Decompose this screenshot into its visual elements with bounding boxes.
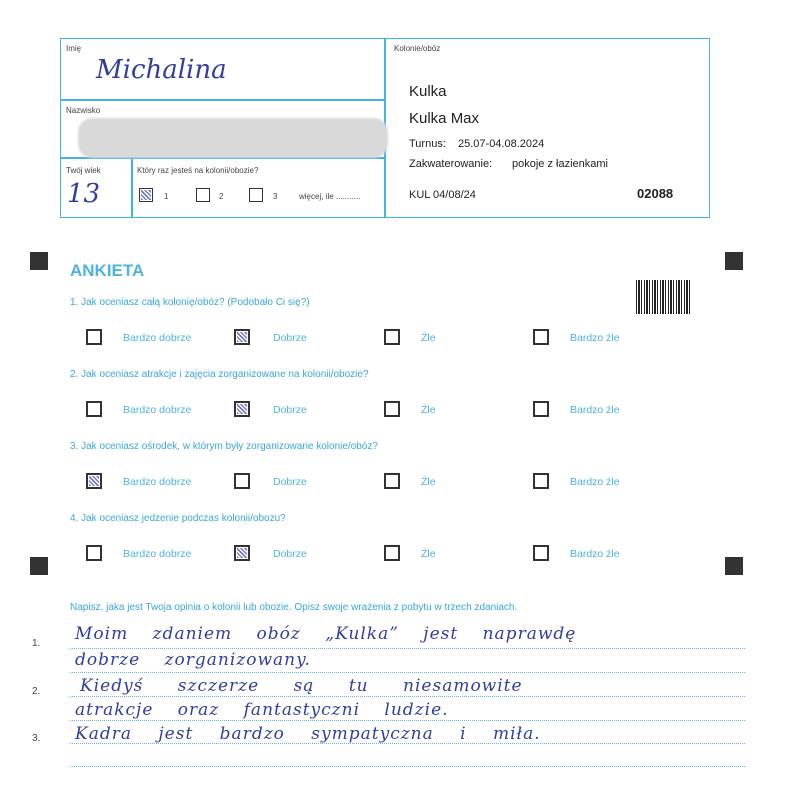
q4-option-dobrze-checkbox[interactable] bbox=[234, 545, 250, 561]
ktory-raz-label: Który raz jesteś na kolonii/obozie? bbox=[137, 166, 259, 175]
handwritten-answer-line: Kadra jest bardzo sympatyczna i miła. bbox=[75, 724, 541, 744]
q2-option-bardzo-zle-checkbox[interactable] bbox=[533, 401, 549, 417]
handwritten-answer-line: Kiedyś szczerze są tu niesamowite bbox=[80, 676, 523, 696]
kolonie-label: Kolonie/obóz bbox=[394, 44, 441, 53]
registration-marker bbox=[30, 557, 48, 575]
q3-option-bardzo-dobrze-checkbox[interactable] bbox=[86, 473, 102, 489]
option-label: Bardzo dobrze bbox=[123, 476, 192, 488]
question-text: 4. Jak oceniasz jedzenie podczas kolonii/obozu? bbox=[70, 513, 286, 524]
zakwaterowanie-value: pokoje z łazienkami bbox=[512, 158, 608, 170]
answer-line bbox=[70, 672, 745, 673]
visit-2-checkbox[interactable] bbox=[196, 188, 210, 202]
q2-option-dobrze-checkbox[interactable] bbox=[234, 401, 250, 417]
wiecej-label: więcej, ile ........... bbox=[299, 192, 361, 201]
option-label: Bardzo dobrze bbox=[123, 548, 192, 560]
registration-marker bbox=[725, 557, 743, 575]
imie-label: Imię bbox=[66, 44, 82, 53]
registration-marker bbox=[30, 252, 48, 270]
option-label: Bardzo dobrze bbox=[123, 404, 192, 416]
option-label: Źle bbox=[421, 548, 436, 560]
question-text: 2. Jak oceniasz atrakcje i zajęcia zorganizowane na kolonii/obozie? bbox=[70, 369, 369, 380]
option-label: Dobrze bbox=[273, 332, 307, 344]
option-label: Dobrze bbox=[273, 548, 307, 560]
wiek-value: 13 bbox=[67, 179, 101, 209]
q1-option-dobrze-checkbox[interactable] bbox=[234, 329, 250, 345]
form-number: 02088 bbox=[637, 186, 674, 201]
turnus-value: 25.07-04.08.2024 bbox=[458, 138, 545, 150]
line-number: 3. bbox=[32, 733, 41, 744]
option-label: Dobrze bbox=[273, 476, 307, 488]
option-label: Dobrze bbox=[273, 404, 307, 416]
line-number: 2. bbox=[32, 686, 41, 697]
option-label: Bardzo źle bbox=[570, 404, 620, 416]
camp-full-name: Kulka Max bbox=[409, 110, 480, 127]
visit-1-checkbox[interactable] bbox=[139, 188, 153, 202]
line-number: 1. bbox=[32, 638, 41, 649]
redacted-surname bbox=[78, 118, 388, 158]
option-label: Źle bbox=[421, 476, 436, 488]
handwritten-answer-line: dobrze zorganizowany. bbox=[75, 650, 311, 670]
option-label: Bardzo źle bbox=[570, 548, 620, 560]
q4-option-bardzo-dobrze-checkbox[interactable] bbox=[86, 545, 102, 561]
answer-line bbox=[70, 648, 745, 649]
q1-option-bardzo-zle-checkbox[interactable] bbox=[533, 329, 549, 345]
option-label: Bardzo dobrze bbox=[123, 332, 192, 344]
option-label: Źle bbox=[421, 332, 436, 344]
wiek-label: Twój wiek bbox=[66, 166, 101, 175]
q2-option-zle-checkbox[interactable] bbox=[384, 401, 400, 417]
registration-marker bbox=[725, 252, 743, 270]
opinion-prompt: Napisz, jaka jest Twoja opinia o kolonii lub obozie. Opisz swoje wrażenia z pobytu w trzech zdaniach. bbox=[70, 602, 518, 613]
answer-line bbox=[70, 766, 745, 767]
nazwisko-label: Nazwisko bbox=[66, 106, 101, 115]
visit-3-checkbox[interactable] bbox=[249, 188, 263, 202]
option-label: Bardzo źle bbox=[570, 476, 620, 488]
barcode bbox=[636, 280, 690, 314]
q4-option-bardzo-zle-checkbox[interactable] bbox=[533, 545, 549, 561]
divider bbox=[61, 99, 384, 101]
q2-option-bardzo-dobrze-checkbox[interactable] bbox=[86, 401, 102, 417]
q3-option-zle-checkbox[interactable] bbox=[384, 473, 400, 489]
q4-option-zle-checkbox[interactable] bbox=[384, 545, 400, 561]
option-label: Bardzo źle bbox=[570, 332, 620, 344]
camp-code: KUL 04/08/24 bbox=[409, 189, 476, 201]
q3-option-bardzo-zle-checkbox[interactable] bbox=[533, 473, 549, 489]
visit-3-label: 3 bbox=[273, 192, 278, 201]
q1-option-bardzo-dobrze-checkbox[interactable] bbox=[86, 329, 102, 345]
handwritten-answer-line: Moim zdaniem obóz „Kulka” jest naprawdę bbox=[75, 624, 577, 644]
imie-value: Michalina bbox=[96, 55, 227, 85]
zakwaterowanie-label: Zakwaterowanie: bbox=[409, 158, 493, 170]
visit-1-label: 1 bbox=[164, 192, 169, 201]
q1-option-zle-checkbox[interactable] bbox=[384, 329, 400, 345]
option-label: Źle bbox=[421, 404, 436, 416]
camp-name: Kulka bbox=[409, 83, 447, 100]
answer-line bbox=[70, 696, 745, 697]
question-text: 3. Jak oceniasz ośrodek, w którym były zorganizowane kolonie/obóz? bbox=[70, 441, 378, 452]
question-text: 1. Jak oceniasz całą kolonię/obóz? (Podobało Ci się?) bbox=[70, 297, 310, 308]
q3-option-dobrze-checkbox[interactable] bbox=[234, 473, 250, 489]
visit-2-label: 2 bbox=[219, 192, 224, 201]
survey-title: ANKIETA bbox=[70, 261, 145, 280]
handwritten-answer-line: atrakcje oraz fantastyczni ludzie. bbox=[75, 700, 449, 720]
divider bbox=[131, 157, 133, 217]
answer-line bbox=[70, 720, 745, 721]
turnus-label: Turnus: bbox=[409, 138, 446, 150]
